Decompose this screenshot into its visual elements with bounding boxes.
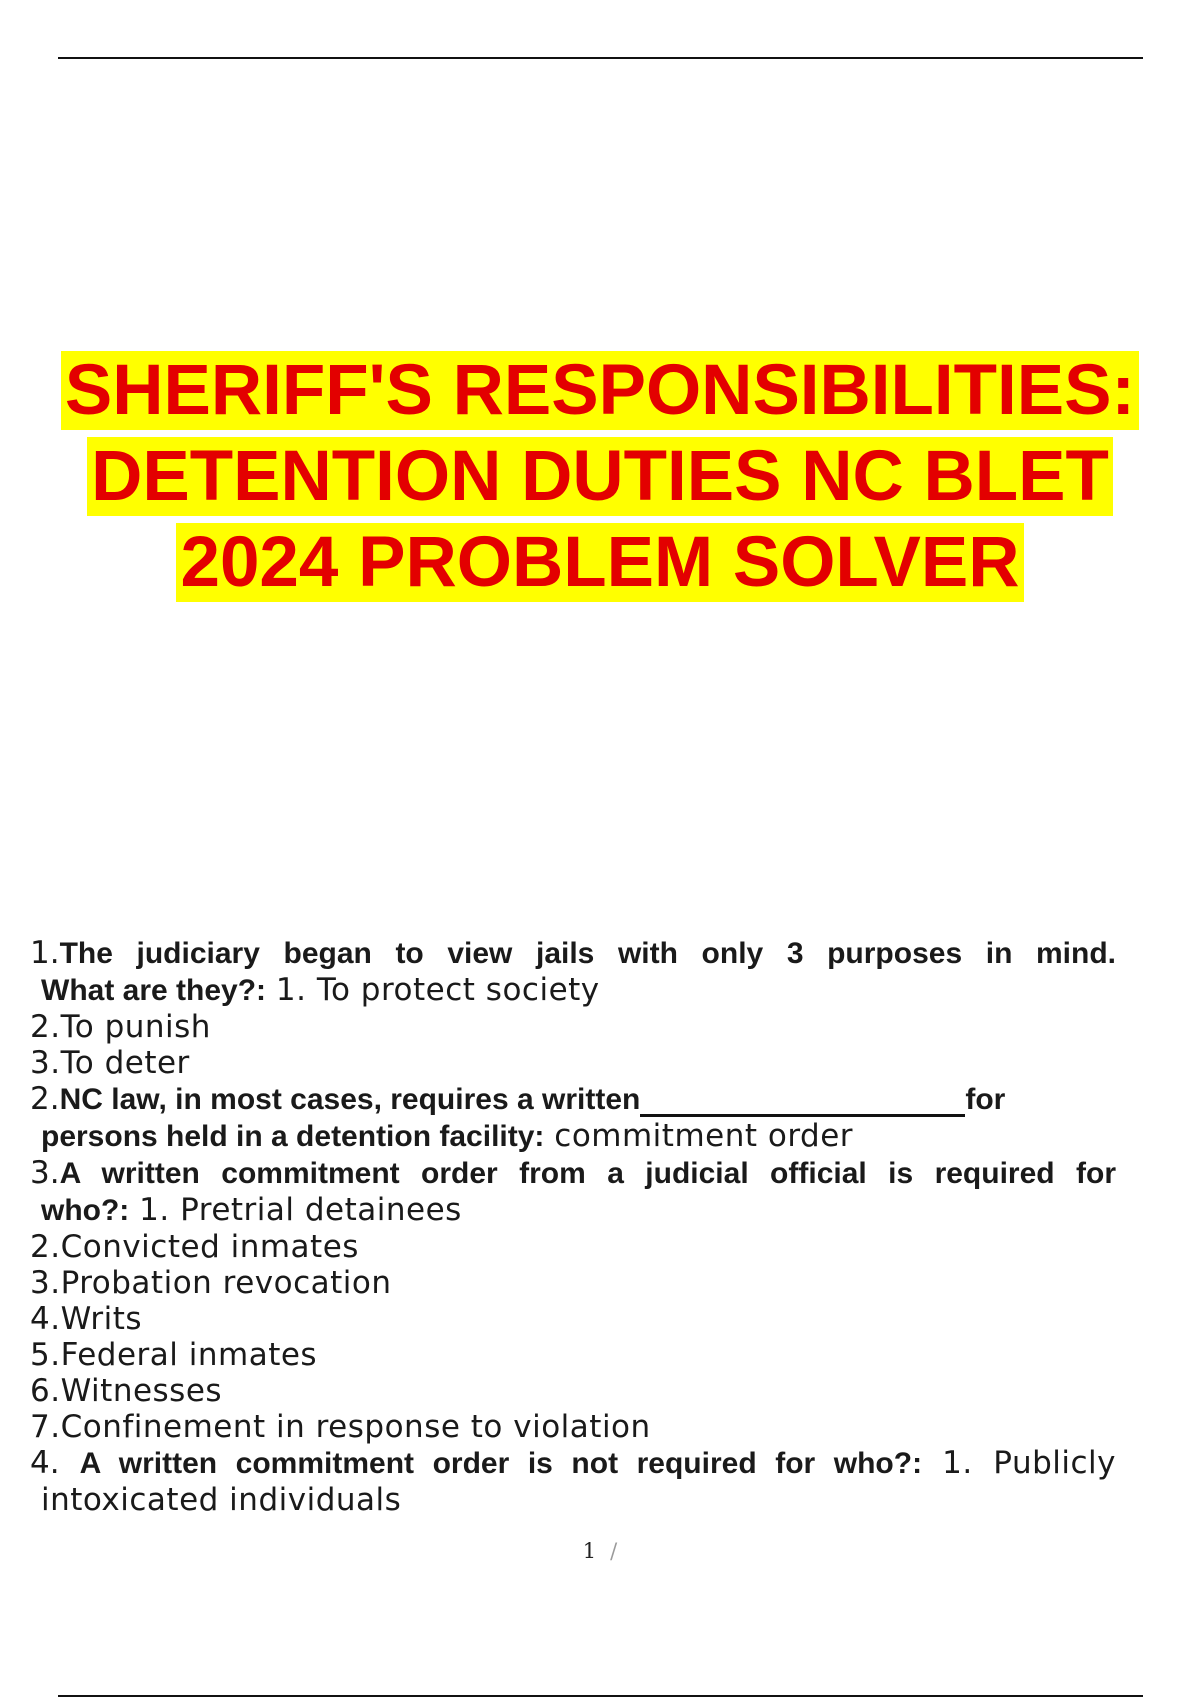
page-separator: / [610,1539,618,1563]
list-item: 2.To punish [30,1009,211,1045]
question-4: 4. A written commitment order is not required for who?: 1. Publicly [30,1445,1117,1481]
question-list [30,935,1116,1518]
question-1-continued: What are they?: 1. To protect society [41,972,600,1008]
answer-text: 1. Publicly [942,1445,1117,1481]
list-item: 7.Confinement in response to violation [30,1409,651,1445]
footer-rule [58,1695,1143,1697]
question-1: 1.The judiciary began to view jails with only 3 purposes in mind. [30,935,1116,971]
list-item: 3.To deter [30,1045,190,1081]
question-2-continued: persons held in a detention facility: commitment order [41,1118,854,1154]
answer-text: 1. To protect society [275,972,600,1008]
answer-text: commitment order [554,1118,854,1154]
list-item: 3.Probation revocation [30,1265,392,1301]
title-line: DETENTION DUTIES NC BLET [40,434,1160,520]
question-3-continued: who?: 1. Pretrial detainees [41,1192,462,1228]
list-item: 5.Federal inmates [30,1337,318,1373]
question-3: 3.A written commitment order from a judicial official is required for [30,1155,1116,1191]
list-item: 6.Witnesses [30,1373,223,1409]
list-item: 4.Writs [30,1301,142,1337]
answer-continued: intoxicated individuals [41,1482,402,1518]
answer-text: 1. Pretrial detainees [139,1192,462,1228]
question-2: 2.NC law, in most cases, requires a written for [30,1081,1006,1117]
title-line: 2024 PROBLEM SOLVER [40,520,1160,606]
title-line: SHERIFF'S RESPONSIBILITIES: [40,348,1160,434]
page-number: 1 / [582,1539,618,1563]
header-rule [58,57,1143,59]
fill-in-blank [640,1084,965,1117]
document-title [40,348,1160,606]
list-item: 2.Convicted inmates [30,1229,359,1265]
